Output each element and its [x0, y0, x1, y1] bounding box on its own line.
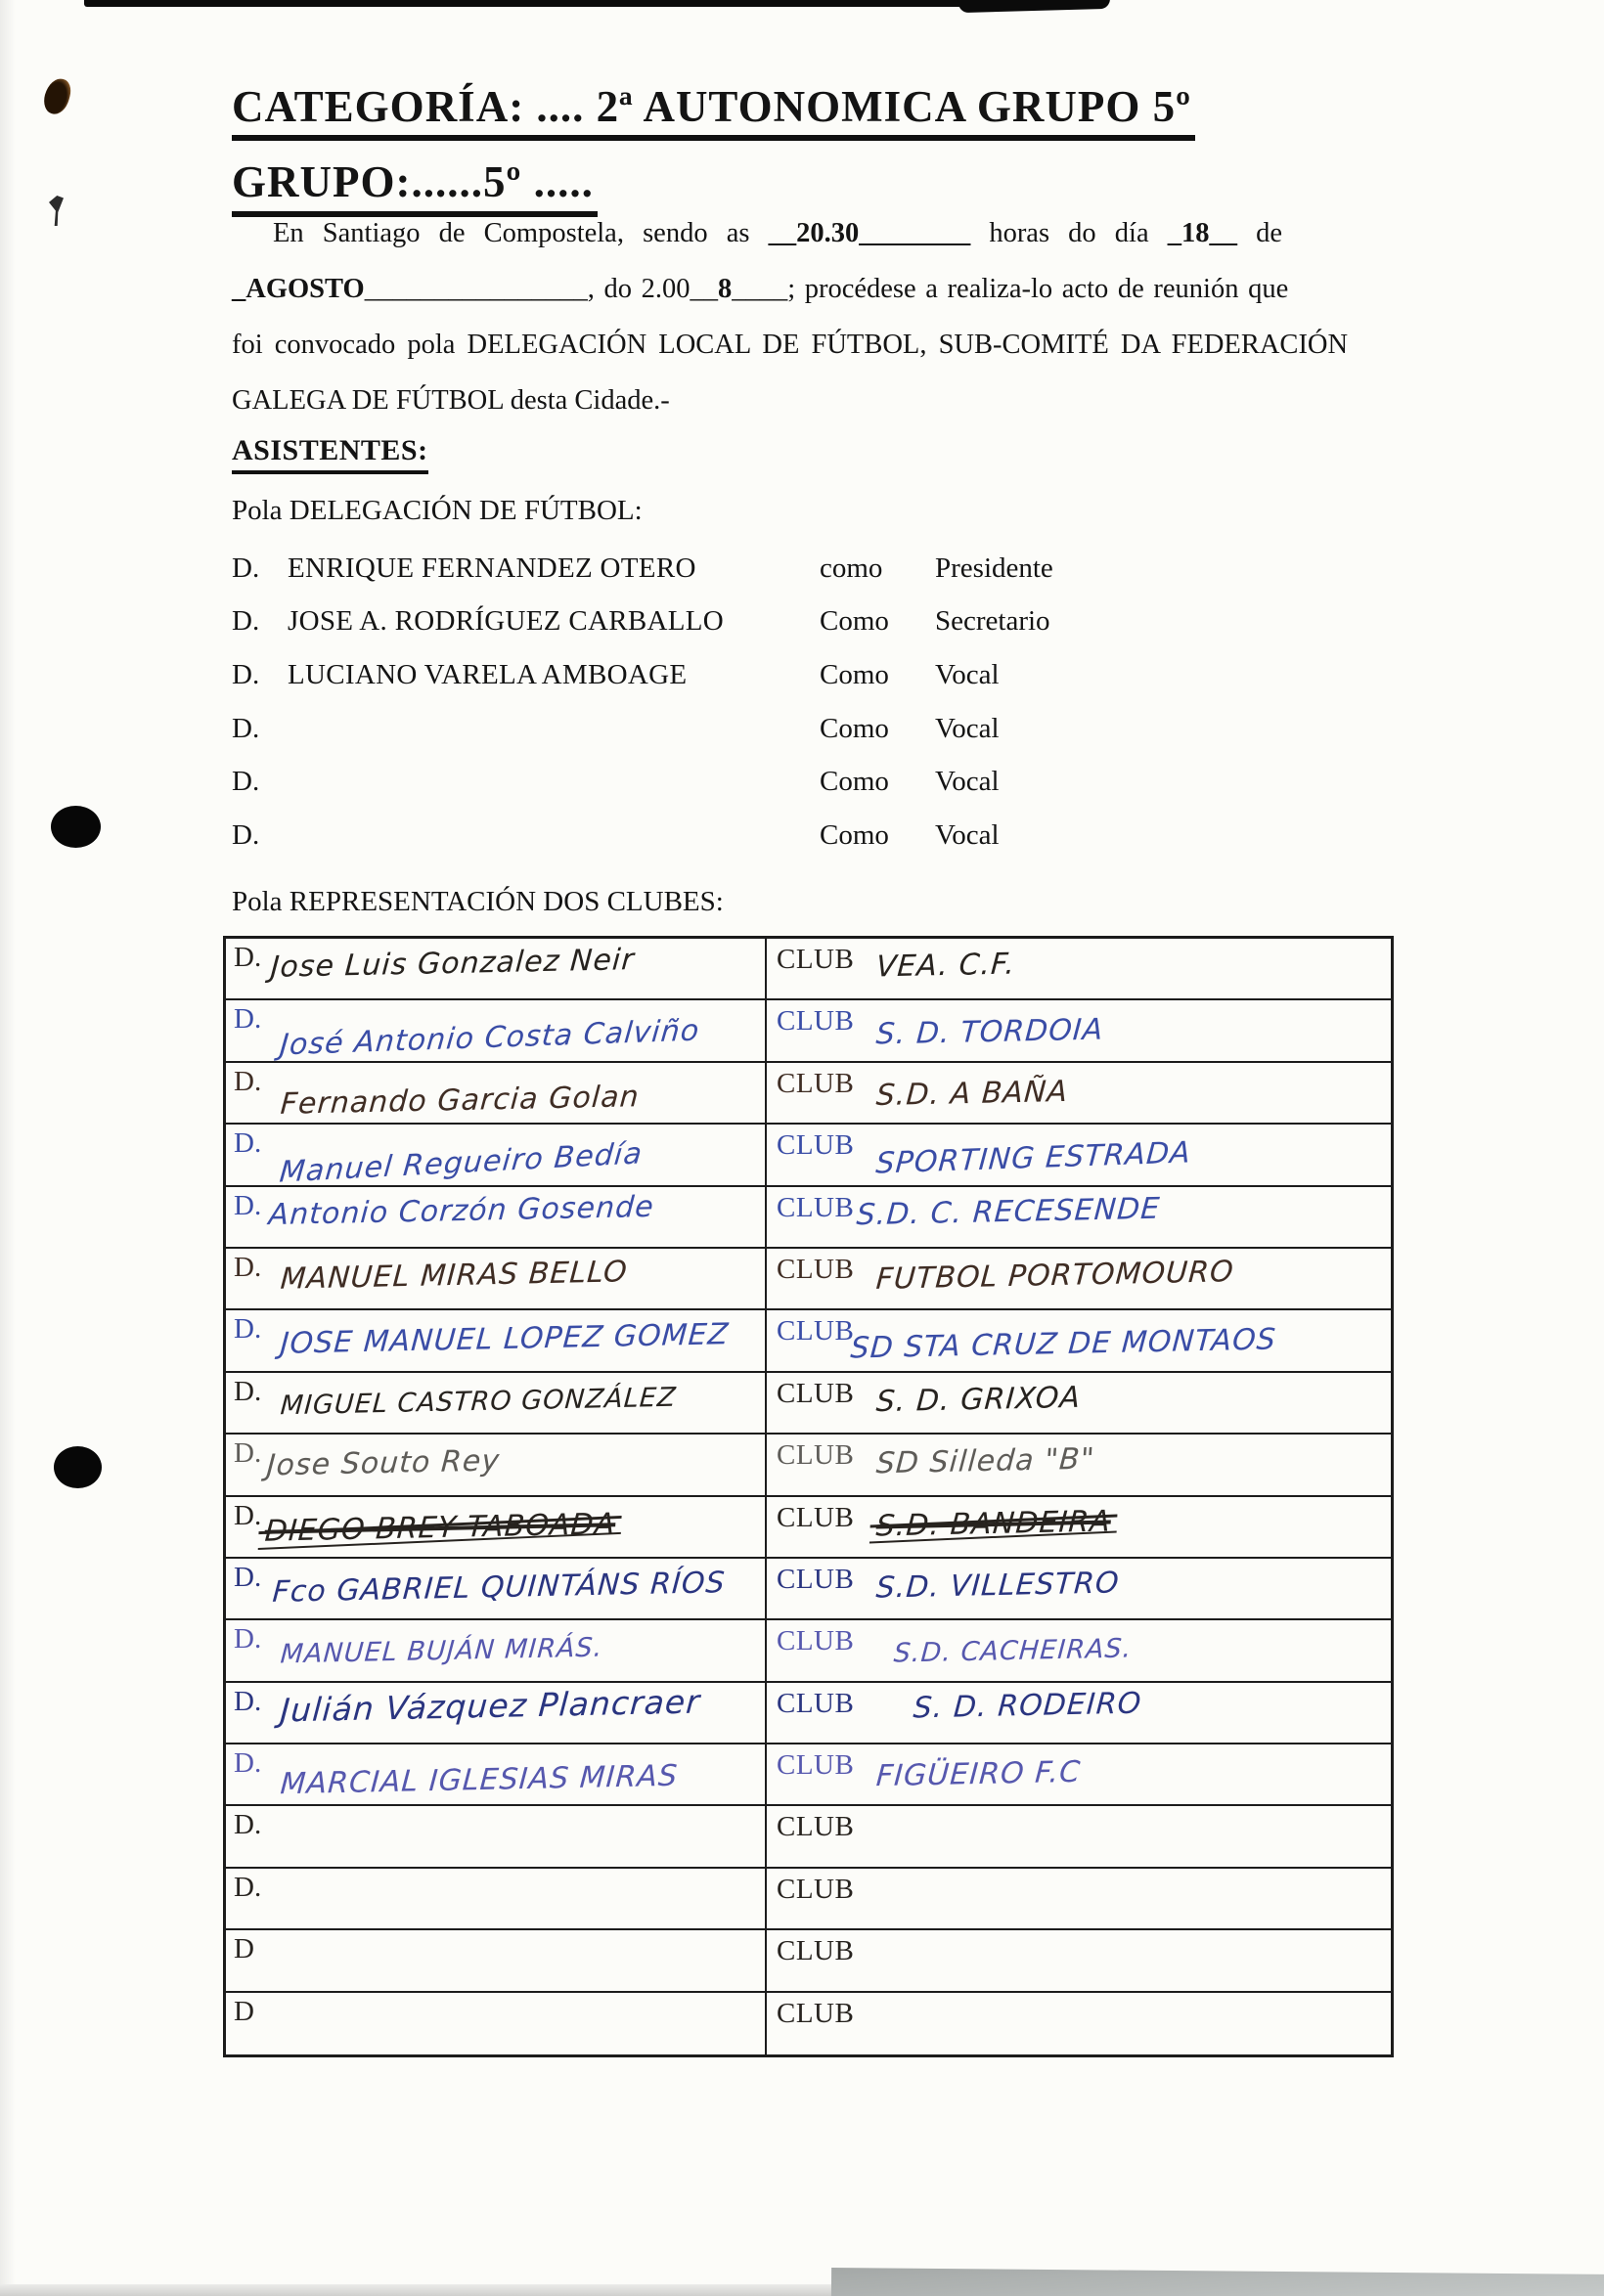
handwritten-delegate-name: Fco GABRIEL QUINTÁNS RÍOS [271, 1566, 727, 1610]
group-title: GRUPO:......5º ..... [232, 157, 598, 216]
handwritten-delegate-name: MANUEL MIRAS BELLO [279, 1255, 629, 1297]
filled-year-digit: 8 [717, 274, 733, 304]
club-table-row [226, 1559, 1391, 1620]
attendee-como-label: Como [820, 766, 889, 798]
handwritten-delegate-name: MANUEL BUJÁN MIRÁS. [279, 1632, 604, 1670]
delegate-cell [226, 1806, 767, 1866]
paragraph-line [232, 205, 1401, 261]
club-cell [767, 1620, 1391, 1680]
printed-d-label: D. [234, 1747, 262, 1780]
paragraph-line [232, 261, 1401, 317]
printed-d-label: D. [234, 1623, 262, 1656]
club-cell [767, 1063, 1391, 1123]
printed-d-label: D. [234, 1375, 262, 1407]
paragraph-line: foi convocado pola DELEGACIÓN LOCAL DE FÚTBOL, SUB-COMITÉ DA FEDERACIÓN [232, 330, 1349, 360]
paragraph-text: En Santiago de Compostela, sendo as [273, 218, 769, 248]
attendee-name: ENRIQUE FERNANDEZ OTERO [288, 552, 696, 584]
delegate-cell [226, 1249, 767, 1308]
clubes-subheading: Pola REPRESENTACIÓN DOS CLUBES: [232, 886, 724, 917]
handwritten-delegate-name: MARCIAL IGLESIAS MIRAS [279, 1758, 680, 1802]
attendee-d-label: D. [232, 766, 260, 798]
printed-club-label: CLUB [777, 1315, 855, 1347]
printed-club-label: CLUB [777, 1563, 855, 1595]
club-cell [767, 1559, 1391, 1618]
pen-tick-mark [49, 196, 64, 226]
handwritten-club-name: FIGÜEIRO F.C [874, 1754, 1083, 1794]
filled-month-value: _AGOSTO [232, 274, 365, 304]
attendee-como-label: como [820, 552, 883, 584]
attendee-row [232, 702, 1398, 756]
club-table-row [226, 1000, 1391, 1062]
printed-d-label: D. [234, 1065, 262, 1097]
printed-club-label: CLUB [777, 1811, 855, 1843]
club-table-row [226, 1373, 1391, 1435]
attendee-d-label: D. [232, 818, 260, 851]
printed-club-label: CLUB [777, 1997, 855, 2029]
delegate-cell [226, 1373, 767, 1433]
attendee-d-label: D. [232, 605, 260, 638]
handwritten-club-name: S. D. RODEIRO [912, 1686, 1143, 1726]
attendee-d-label: D. [232, 712, 260, 744]
scan-top-edge-artifact [84, 0, 1107, 7]
attendee-como-label: Como [820, 818, 889, 851]
printed-d-label: D [234, 1933, 254, 1965]
handwritten-delegate-name: Jose Luis Gonzalez Neir [269, 943, 636, 985]
club-table-row [226, 1930, 1391, 1992]
printed-club-label: CLUB [777, 1253, 855, 1285]
club-table-row [226, 1063, 1391, 1125]
attendee-d-label: D. [232, 552, 260, 584]
paragraph-text: ________________ [364, 274, 588, 304]
paragraph-text: ____; procédese a realiza-lo acto de reunión que [732, 274, 1289, 304]
attendee-role: Vocal [935, 712, 1000, 744]
delegate-cell [226, 1744, 767, 1804]
club-representatives-table [223, 936, 1394, 2057]
club-table-row [226, 1869, 1391, 1930]
handwritten-delegate-name: DIEGO BREY TABOADA [263, 1506, 617, 1549]
delegate-cell [226, 1683, 767, 1743]
handwritten-delegate-name: MIGUEL CASTRO GONZÁLEZ [279, 1382, 678, 1421]
printed-club-label: CLUB [777, 1005, 855, 1038]
printed-club-label: CLUB [777, 944, 855, 975]
handwritten-club-name: SD Silleda "B" [874, 1441, 1096, 1481]
attendee-row [232, 755, 1398, 809]
attendee-list [232, 542, 1398, 862]
printed-d-label: D. [234, 1189, 262, 1221]
handwritten-delegate-name: Fernando Garcia Golan [279, 1079, 641, 1122]
club-table-row [226, 1993, 1391, 2054]
handwritten-club-name: S.D. CACHEIRAS. [892, 1633, 1134, 1669]
club-cell [767, 939, 1391, 998]
club-cell [767, 1497, 1391, 1557]
handwritten-delegate-name: JOSE MANUEL LOPEZ GOMEZ [279, 1317, 731, 1362]
asistentes-heading: ASISTENTES: [232, 434, 428, 474]
printed-d-label: D [234, 1995, 254, 2027]
handwritten-delegate-name: Manuel Regueiro Bedía [278, 1136, 645, 1190]
delegate-cell [226, 1620, 767, 1680]
club-cell [767, 1373, 1391, 1433]
club-cell [767, 1125, 1391, 1184]
club-table-row [226, 939, 1391, 1000]
delegate-cell [226, 1187, 767, 1247]
club-cell [767, 1993, 1391, 2054]
hole-punch-mark [51, 806, 101, 848]
attendee-row [232, 809, 1398, 862]
club-cell [767, 1806, 1391, 1866]
club-cell [767, 1683, 1391, 1743]
handwritten-delegate-name: Julián Vázquez Plancraer [279, 1682, 702, 1730]
club-table-row [226, 1187, 1391, 1249]
handwritten-club-name: VEA. C.F. [874, 947, 1017, 985]
handwritten-delegate-name: Antonio Corzón Gosende [267, 1189, 655, 1232]
club-table-row [226, 1435, 1391, 1496]
scan-bottom-shadow [831, 2268, 1604, 2296]
handwritten-club-name: S.D. VILLESTRO [874, 1566, 1121, 1606]
category-title: CATEGORÍA: .... 2ª AUTONOMICA GRUPO 5º [232, 82, 1195, 141]
club-cell [767, 1310, 1391, 1370]
delegate-cell [226, 1435, 767, 1494]
attendee-role: Presidente [935, 552, 1053, 584]
attendee-como-label: Como [820, 605, 889, 638]
delegate-cell [226, 1310, 767, 1370]
printed-club-label: CLUB [777, 1749, 855, 1782]
club-table-row [226, 1620, 1391, 1682]
printed-club-label: CLUB [777, 1129, 855, 1162]
printed-d-label: D. [234, 1251, 262, 1283]
printed-club-label: CLUB [777, 1377, 855, 1409]
printed-d-label: D. [234, 1871, 262, 1903]
delegate-cell [226, 1930, 767, 1990]
handwritten-club-name: SPORTING ESTRADA [874, 1135, 1193, 1181]
club-table-row [226, 1744, 1391, 1806]
club-table-row [226, 1310, 1391, 1372]
attendee-row [232, 596, 1398, 649]
handwritten-delegate-name: Jose Souto Rey [265, 1443, 502, 1483]
club-cell [767, 1744, 1391, 1804]
delegate-cell [226, 1000, 767, 1063]
attendee-row [232, 542, 1398, 596]
attendee-role: Secretario [935, 605, 1050, 638]
delegate-cell [226, 1497, 767, 1557]
attendee-role: Vocal [935, 766, 1000, 798]
printed-club-label: CLUB [777, 1687, 855, 1719]
club-cell [767, 1187, 1391, 1247]
club-table-row [226, 1497, 1391, 1559]
club-table-row [226, 1683, 1391, 1744]
club-cell [767, 1869, 1391, 1928]
scan-top-edge-artifact [958, 0, 1110, 13]
paper-left-edge [0, 0, 16, 2296]
attendee-como-label: Como [820, 712, 889, 744]
printed-d-label: D. [234, 1561, 262, 1593]
printed-club-label: CLUB [777, 1501, 855, 1533]
hole-punch-mark [54, 1446, 102, 1488]
printed-d-label: D. [234, 1809, 262, 1841]
handwritten-club-name: S. D. GRIXOA [874, 1380, 1083, 1419]
handwritten-delegate-name: José Antonio Costa Calviño [278, 1013, 701, 1063]
attendee-como-label: Como [820, 658, 889, 690]
paragraph-text: , do 2.00__ [587, 274, 718, 304]
handwritten-club-name: S.D. A BAÑA [874, 1074, 1070, 1113]
printed-d-label: D. [234, 1499, 262, 1531]
intro-paragraph [232, 205, 1401, 428]
printed-club-label: CLUB [777, 1873, 855, 1905]
paragraph-text: horas do día [970, 218, 1168, 248]
printed-d-label: D. [234, 942, 262, 973]
club-cell [767, 1435, 1391, 1494]
attendee-name: LUCIANO VARELA AMBOAGE [288, 658, 688, 690]
attendee-name: JOSE A. RODRÍGUEZ CARBALLO [288, 605, 725, 638]
attendee-role: Vocal [935, 658, 1000, 690]
attendee-role: Vocal [935, 818, 1000, 851]
ink-blot-mark [41, 75, 74, 116]
paragraph-line: GALEGA DE FÚTBOL desta Cidade.- [232, 385, 670, 416]
handwritten-club-name: FUTBOL PORTOMOURO [874, 1255, 1235, 1297]
handwritten-club-name: S.D. BANDEIRA [874, 1504, 1112, 1544]
attendee-row [232, 648, 1398, 702]
printed-d-label: D. [234, 1003, 262, 1036]
printed-club-label: CLUB [777, 1191, 855, 1223]
delegate-cell [226, 1125, 767, 1190]
handwritten-club-name: SD STA CRUZ DE MONTAOS [849, 1322, 1277, 1366]
delegate-cell [226, 1063, 767, 1123]
filled-time-value: __20.30________ [768, 218, 971, 248]
printed-club-label: CLUB [777, 1067, 855, 1099]
club-table-row [226, 1249, 1391, 1310]
club-cell [767, 1249, 1391, 1308]
attendee-d-label: D. [232, 658, 260, 690]
printed-club-label: CLUB [777, 1439, 855, 1472]
printed-d-label: D. [234, 1127, 262, 1160]
printed-club-label: CLUB [777, 1935, 855, 1967]
handwritten-club-name: S.D. C. RECESENDE [855, 1191, 1162, 1232]
handwritten-club-name: S. D. TORDOIA [874, 1012, 1105, 1052]
club-cell [767, 1000, 1391, 1060]
club-table-row [226, 1125, 1391, 1190]
delegate-cell [226, 1993, 767, 2054]
delegate-cell [226, 1869, 767, 1928]
club-cell [767, 1930, 1391, 1990]
printed-d-label: D. [234, 1685, 262, 1717]
printed-club-label: CLUB [777, 1625, 855, 1657]
delegacion-subheading: Pola DELEGACIÓN DE FÚTBOL: [232, 495, 643, 526]
club-table-row [226, 1806, 1391, 1868]
paragraph-text: de [1237, 218, 1283, 248]
printed-d-label: D. [234, 1313, 262, 1346]
filled-day-value: _18__ [1167, 218, 1237, 248]
delegate-cell [226, 939, 767, 998]
printed-d-label: D. [234, 1437, 262, 1470]
delegate-cell [226, 1559, 767, 1618]
